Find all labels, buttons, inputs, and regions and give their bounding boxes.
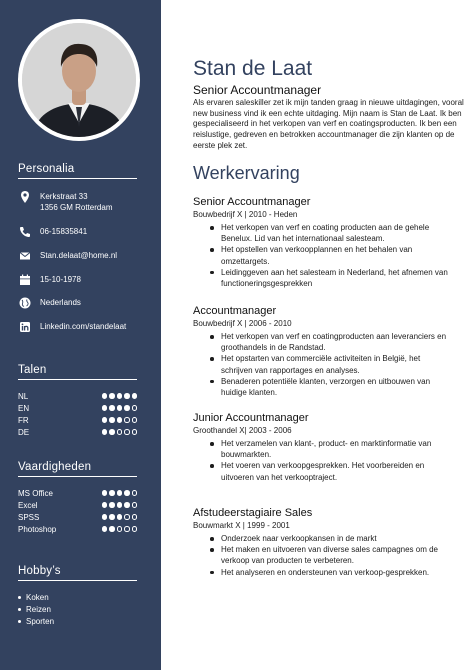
address-street: Kerkstraat 33 [40, 192, 88, 201]
rating-dot-filled [109, 405, 115, 411]
rating-dot-filled [102, 490, 108, 496]
email-address: Stan.delaat@home.nl [40, 251, 118, 260]
contact-email [18, 249, 158, 263]
rating-dot-filled [109, 429, 115, 435]
job-employer-period: Bouwmarkt X | 1999 - 2001 [193, 521, 290, 530]
rating-dot-filled [109, 490, 115, 496]
nationality: Nederlands [40, 298, 81, 307]
hobby-item: Koken [26, 593, 49, 602]
rating-dot-filled [124, 405, 130, 411]
taal-rating [102, 429, 138, 436]
job-duty-item: Het verkopen van verf en coating producten aan de gehele Benelux. Lid van het internationaal salesteam. [221, 222, 453, 244]
taal-rating [102, 393, 138, 400]
vaardigheid-rating [102, 490, 138, 497]
linkedin-icon [18, 320, 32, 334]
profile-photo-frame [18, 19, 140, 141]
rating-dot-filled [102, 417, 108, 423]
rating-dot-filled [124, 393, 130, 399]
rating-dot-filled [117, 514, 123, 520]
taal-label: NL [18, 392, 29, 401]
job-duty-item: Het analyseren en ondersteunen van verkoop-gesprekken. [221, 567, 453, 578]
taal-row [18, 403, 137, 415]
candidate-role: Senior Accountmanager [193, 83, 322, 97]
rating-dot-filled [102, 393, 108, 399]
rating-dot-empty [132, 405, 138, 411]
vaardigheden-heading: Vaardigheden [18, 461, 137, 477]
contact-linkedin[interactable] [18, 320, 158, 334]
job-duty-item: Het opstellen van verkoopplannen en het behalen van omzettargets. [221, 244, 453, 266]
contact-phone [18, 225, 158, 239]
phone-number: 06-15835841 [40, 227, 88, 236]
job-employer-period: Groothandel X| 2003 - 2006 [193, 426, 292, 435]
rating-dot-filled [124, 490, 130, 496]
taal-row [18, 427, 137, 439]
vaardigheid-row [18, 500, 137, 512]
taal-row [18, 391, 137, 403]
rating-dot-filled [109, 514, 115, 520]
taal-label: FR [18, 416, 29, 425]
rating-dot-empty [132, 490, 138, 496]
job-employer-period: Bouwbedrijf X | 2010 - Heden [193, 210, 298, 219]
job-duty-item: Leidinggeven aan het salesteam in Nederland, het afnemen van functioneringsgesprekken [221, 267, 453, 289]
rating-dot-empty [124, 429, 130, 435]
vaardigheid-row [18, 512, 137, 524]
rating-dot-filled [117, 393, 123, 399]
globe-icon [18, 296, 32, 310]
rating-dot-empty [132, 429, 138, 435]
rating-dot-filled [102, 502, 108, 508]
vaardigheid-label: SPSS [18, 513, 40, 522]
werkervaring-heading: Werkervaring [193, 163, 300, 183]
taal-label: EN [18, 404, 30, 413]
rating-dot-filled [109, 502, 115, 508]
vaardigheid-rating [102, 514, 138, 521]
vaardigheid-rating [102, 502, 138, 509]
rating-dot-empty [124, 514, 130, 520]
taal-label: DE [18, 428, 30, 437]
job-duty-item: Het verkopen van verf en coatingproducten aan leveranciers en groothandels in de Randstad. [221, 331, 453, 353]
rating-dot-filled [102, 514, 108, 520]
talen-heading: Talen [18, 364, 137, 380]
vaardigheid-label: Photoshop [18, 525, 57, 534]
profile-photo [22, 23, 136, 137]
job-title: Accountmanager [193, 305, 277, 317]
rating-dot-filled [117, 502, 123, 508]
rating-dot-filled [102, 526, 108, 532]
rating-dot-filled [109, 393, 115, 399]
job-employer-period: Bouwbedrijf X | 2006 - 2010 [193, 319, 292, 328]
rating-dot-empty [132, 526, 138, 532]
taal-row [18, 415, 137, 427]
contact-address [18, 190, 158, 214]
rating-dot-filled [117, 490, 123, 496]
personalia-heading: Personalia [18, 163, 137, 179]
contact-nationality [18, 296, 158, 310]
taal-rating [102, 417, 138, 424]
job-title: Afstudeerstagiaire Sales [193, 507, 313, 519]
job-duty-item: Onderzoek naar verkoopkansen in de markt [221, 533, 453, 544]
rating-dot-empty [132, 502, 138, 508]
rating-dot-filled [102, 429, 108, 435]
rating-dot-empty [132, 514, 138, 520]
hobby-item: Sporten [26, 617, 55, 626]
birthdate: 15-10-1978 [40, 275, 81, 284]
job-title: Junior Accountmanager [193, 412, 309, 424]
hobbys-heading: Hobby’s [18, 565, 137, 581]
taal-rating [102, 405, 138, 412]
phone-icon [18, 225, 32, 239]
sidebar [0, 0, 161, 670]
rating-dot-empty [117, 526, 123, 532]
address-city: 1356 GM Rotterdam [40, 203, 113, 212]
job-duties [221, 222, 453, 289]
vaardigheid-row [18, 524, 137, 536]
vaardigheid-rating [102, 526, 138, 533]
rating-dot-empty [117, 429, 123, 435]
job-duty-item: Benaderen potentiële klanten, verzorgen en uitbouwen van huidige klanten. [221, 376, 453, 398]
envelope-icon [18, 249, 32, 263]
job-duty-item: Het maken en uitvoeren van diverse sales campagnes om de verkoop van producten te verbeteren. [221, 544, 453, 566]
contact-birthdate [18, 273, 158, 287]
rating-dot-empty [124, 417, 130, 423]
linkedin-url[interactable]: Linkedin.com/standelaat [40, 322, 127, 331]
intro-text: Als ervaren saleskiller zet ik mijn tanden graag in nieuwe uitdagingen, vooral new business vind ik een echte uitdaging. Mijn naam is Stan de Laat. Ik ben gespecialiseerd in het verkopen van verf en coatingsproducten. Ik ben een reislustige, gedreven en betrokken accountmanager die zijn klanten op de eerste plek zet. [193, 98, 464, 150]
job-duties [221, 438, 453, 483]
rating-dot-filled [124, 502, 130, 508]
rating-dot-filled [117, 417, 123, 423]
rating-dot-filled [132, 393, 138, 399]
rating-dot-empty [132, 417, 138, 423]
rating-dot-empty [124, 526, 130, 532]
job-duties [221, 533, 453, 578]
calendar-icon [18, 273, 32, 287]
hobby-item: Reizen [26, 605, 51, 614]
rating-dot-filled [109, 417, 115, 423]
job-duty-item: Het verzamelen van klant-, product- en marktinformatie van bouwmarkten. [221, 438, 453, 460]
vaardigheid-row [18, 488, 137, 500]
candidate-name: Stan de Laat [193, 57, 313, 80]
job-duty-item: Het opstarten van commerciële activiteiten in België, het schrijven van rapportages en analyses. [221, 353, 453, 375]
rating-dot-filled [117, 405, 123, 411]
job-duty-item: Het voeren van verkoopgesprekken. Het voorbereiden en uitvoeren van het verkooptraject. [221, 460, 453, 482]
vaardigheid-label: MS Office [18, 489, 53, 498]
rating-dot-filled [109, 526, 115, 532]
rating-dot-filled [102, 405, 108, 411]
vaardigheid-label: Excel [18, 501, 38, 510]
location-pin-icon [18, 190, 32, 204]
job-title: Senior Accountmanager [193, 196, 311, 208]
job-duties [221, 331, 453, 398]
